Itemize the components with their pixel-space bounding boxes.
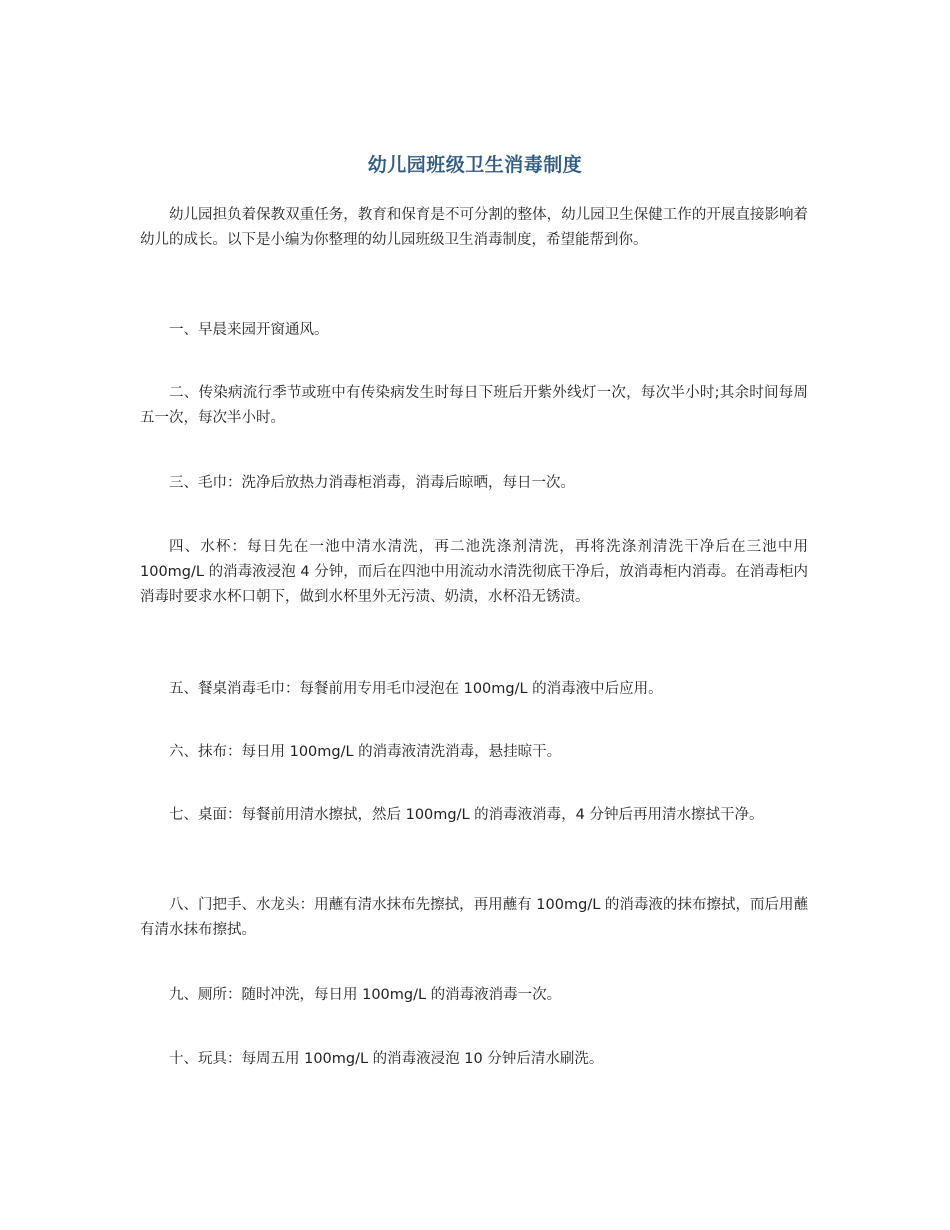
rule-item-3: 三、毛巾：洗净后放热力消毒柜消毒，消毒后晾晒，每日一次。 — [169, 475, 575, 491]
rule-item-10: 十、玩具：每周五用 100mg/L 的消毒液浸泡 10 分钟后清水刷洗。 — [169, 1051, 604, 1067]
rule-item-5: 五、餐桌消毒毛巾：每餐前用专用毛巾浸泡在 100mg/L 的消毒液中后应用。 — [169, 681, 663, 697]
intro-paragraph: 幼儿园担负着保教双重任务，教育和保育是不可分割的整体，幼儿园卫生保健工作的开展直接影响着幼儿的成长。以下是小编为你整理的幼儿园班级卫生消毒制度，希望能帮到你。 — [140, 207, 808, 248]
rule-item-9: 九、厕所：随时冲洗，每日用 100mg/L 的消毒液消毒一次。 — [169, 987, 562, 1003]
document-title: 幼儿园班级卫生消毒制度 — [367, 154, 583, 176]
rule-item-1: 一、早晨来园开窗通风。 — [169, 322, 329, 338]
rule-item-2: 二、传染病流行季节或班中有传染病发生时每日下班后开紫外线灯一次，每次半小时;其余时间每周五一次，每次半小时。 — [140, 385, 808, 426]
rule-item-7: 七、桌面：每餐前用清水擦拭，然后 100mg/L 的消毒液消毒，4 分钟后再用清水擦拭干净。 — [169, 807, 764, 823]
rule-item-4: 四、水杯：每日先在一池中清水清洗，再二池洗涤剂清洗，再将洗涤剂清洗干净后在三池中用 100mg/L 的消毒液浸泡 4 分钟，而后在四池中用流动水清洗彻底干净后，放消毒柜内消毒。在消毒柜内消毒时要求水杯口朝下，做到水杯里外无污渍、奶渍，水杯沿无锈渍。 — [140, 539, 808, 605]
rule-item-6: 六、抹布：每日用 100mg/L 的消毒液清洗消毒，悬挂晾干。 — [169, 744, 562, 760]
rule-item-8: 八、门把手、水龙头：用蘸有清水抹布先擦拭，再用蘸有 100mg/L 的消毒液的抹布擦拭，而后用蘸有清水抹布擦拭。 — [140, 897, 808, 938]
